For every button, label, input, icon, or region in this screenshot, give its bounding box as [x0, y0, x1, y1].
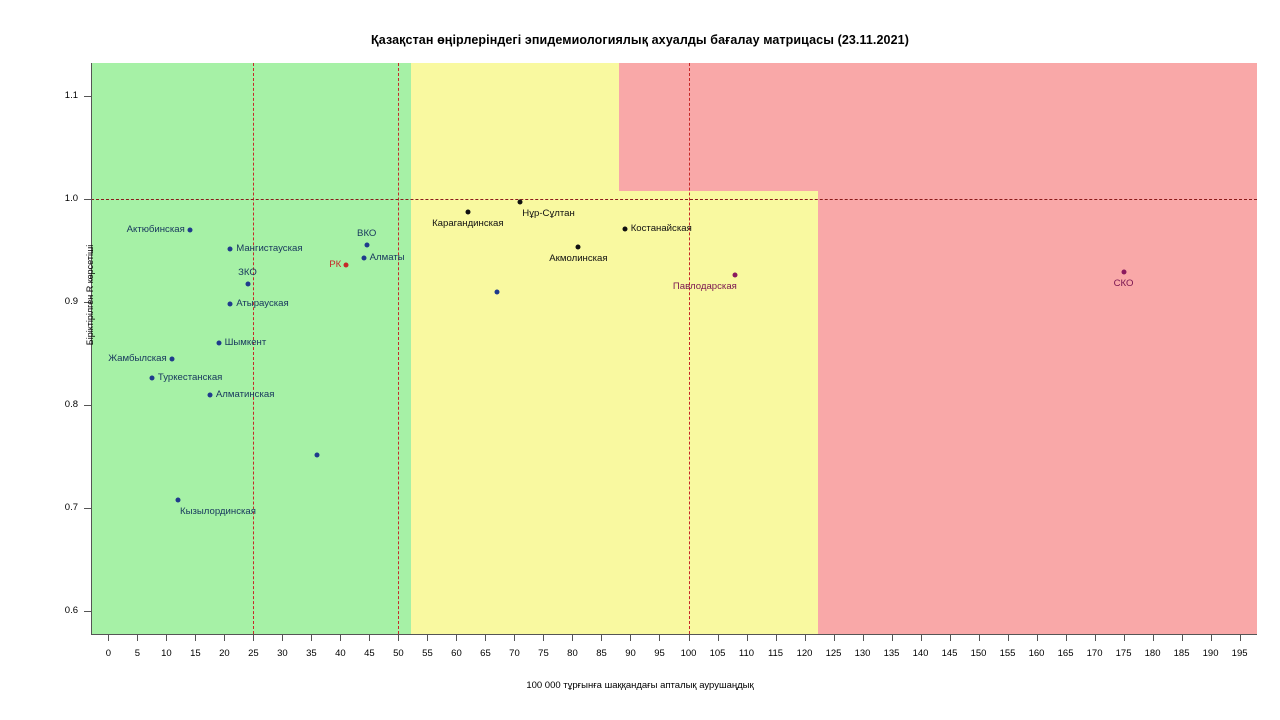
x-tick: [1066, 634, 1067, 641]
x-tick-label: 25: [248, 648, 259, 659]
y-tick: [84, 405, 91, 406]
data-point: [466, 210, 471, 215]
point-label: Атырауская: [236, 298, 289, 310]
data-point: [576, 245, 581, 250]
x-tick: [659, 634, 660, 641]
x-tick: [543, 634, 544, 641]
x-tick-label: 45: [364, 648, 375, 659]
y-tick: [84, 96, 91, 97]
x-tick-label: 130: [854, 648, 871, 659]
x-tick: [601, 634, 602, 641]
y-tick: [84, 508, 91, 509]
x-tick-label: 65: [480, 648, 491, 659]
x-axis-title: 100 000 тұрғынға шаққандағы апталық аурушаңдық: [526, 680, 754, 691]
x-tick: [282, 634, 283, 641]
data-point: [176, 498, 181, 503]
point-label: РК: [329, 259, 342, 270]
x-tick: [776, 634, 777, 641]
x-tick-label: 30: [277, 648, 288, 659]
y-tick: [84, 199, 91, 200]
y-tick-label: 0.8: [64, 399, 78, 411]
x-tick-label: 175: [1115, 648, 1132, 659]
x-tick-label: 35: [306, 648, 317, 659]
zone-yellow-mid: [619, 191, 818, 634]
x-tick-label: 60: [451, 648, 462, 659]
data-point: [216, 341, 221, 346]
threshold-line-x-50: [398, 63, 399, 634]
x-tick: [747, 634, 748, 641]
x-tick-label: 80: [567, 648, 578, 659]
point-label: ЗКО: [238, 266, 257, 278]
x-tick-label: 185: [1173, 648, 1190, 659]
x-tick: [1240, 634, 1241, 641]
data-point: [315, 452, 320, 457]
data-point: [518, 200, 523, 205]
y-axis-line: [91, 63, 92, 634]
x-tick-label: 15: [190, 648, 201, 659]
data-point: [245, 281, 250, 286]
zone-red-top: [619, 63, 1257, 191]
x-tick-label: 100: [680, 648, 697, 659]
x-tick: [718, 634, 719, 641]
x-tick-label: 155: [999, 648, 1016, 659]
x-tick: [485, 634, 486, 641]
plot-area: [91, 63, 1257, 634]
zone-green: [91, 63, 411, 634]
x-tick-label: 40: [335, 648, 346, 659]
x-tick: [340, 634, 341, 641]
x-tick: [427, 634, 428, 641]
x-tick-label: 0: [105, 648, 112, 659]
x-tick-label: 190: [1202, 648, 1219, 659]
point-label: СКО: [1113, 278, 1134, 290]
x-tick-label: 90: [625, 648, 636, 659]
x-tick: [630, 634, 631, 641]
x-tick: [805, 634, 806, 641]
x-tick-label: 160: [1028, 648, 1045, 659]
x-tick: [921, 634, 922, 641]
data-point: [228, 302, 233, 307]
point-label: Костанайская: [630, 222, 692, 234]
data-point: [1121, 270, 1126, 275]
x-tick-label: 85: [596, 648, 607, 659]
y-tick-label: 0.6: [64, 605, 78, 617]
data-point: [187, 227, 192, 232]
data-point: [344, 263, 349, 268]
x-tick: [166, 634, 167, 641]
x-tick: [950, 634, 951, 641]
x-tick-label: 120: [796, 648, 813, 659]
point-label: Алматинская: [215, 388, 275, 400]
data-point: [364, 243, 369, 248]
x-tick: [514, 634, 515, 641]
threshold-line-y-1: [91, 199, 1257, 200]
x-tick: [311, 634, 312, 641]
y-tick: [84, 611, 91, 612]
y-tick-label: 0.9: [64, 296, 78, 308]
point-label: Павлодарская: [672, 281, 737, 293]
x-tick: [1211, 634, 1212, 641]
x-tick: [398, 634, 399, 641]
x-tick-label: 180: [1144, 648, 1161, 659]
x-tick: [572, 634, 573, 641]
x-tick: [195, 634, 196, 641]
y-axis-title: Біріктірілген R көрсетіші: [85, 244, 96, 346]
x-tick: [892, 634, 893, 641]
x-tick: [1124, 634, 1125, 641]
x-tick-label: 5: [134, 648, 141, 659]
x-tick-label: 140: [912, 648, 929, 659]
data-point: [207, 392, 212, 397]
data-point: [361, 255, 366, 260]
x-tick-label: 110: [738, 648, 755, 659]
x-tick-label: 150: [970, 648, 987, 659]
x-tick: [1153, 634, 1154, 641]
x-tick-label: 135: [883, 648, 900, 659]
x-tick: [834, 634, 835, 641]
x-axis-line: [91, 634, 1257, 635]
x-tick: [689, 634, 690, 641]
data-point: [228, 246, 233, 251]
data-point: [149, 376, 154, 381]
point-label: Жамбылская: [108, 352, 167, 364]
x-tick-label: 145: [941, 648, 958, 659]
x-tick: [1182, 634, 1183, 641]
threshold-line-x-25: [253, 63, 254, 634]
x-tick: [108, 634, 109, 641]
x-tick: [456, 634, 457, 641]
y-tick-label: 0.7: [64, 502, 78, 514]
x-tick-label: 70: [509, 648, 520, 659]
point-label: Мангистауская: [236, 242, 303, 254]
x-tick: [1008, 634, 1009, 641]
x-tick-label: 95: [654, 648, 665, 659]
data-point: [732, 273, 737, 278]
x-tick-label: 165: [1057, 648, 1074, 659]
x-tick-label: 170: [1086, 648, 1103, 659]
x-tick-label: 10: [161, 648, 172, 659]
point-label: Туркестанская: [157, 372, 223, 384]
data-point: [495, 289, 500, 294]
x-tick-label: 50: [393, 648, 404, 659]
chart-title: Қазақстан өңірлеріндегі эпидемиологиялық ахуалды бағалау матрицасы (23.11.2021): [371, 33, 909, 47]
x-tick: [863, 634, 864, 641]
x-tick-label: 125: [825, 648, 842, 659]
x-tick-label: 75: [538, 648, 549, 659]
point-label: Шымкент: [224, 337, 267, 349]
point-label: ВКО: [357, 228, 377, 240]
threshold-line-x-100: [689, 63, 690, 634]
x-tick: [137, 634, 138, 641]
point-label: Нұр-Сұлтан: [522, 208, 575, 220]
x-tick: [979, 634, 980, 641]
data-point: [622, 226, 627, 231]
x-tick: [1037, 634, 1038, 641]
y-tick-label: 1.0: [64, 193, 78, 205]
x-tick-label: 55: [422, 648, 433, 659]
point-label: Карагандинская: [432, 218, 504, 230]
data-point: [170, 356, 175, 361]
x-tick: [369, 634, 370, 641]
zone-yellow-left: [411, 63, 619, 634]
x-tick-label: 20: [219, 648, 230, 659]
x-tick: [253, 634, 254, 641]
x-tick-label: 115: [767, 648, 784, 659]
point-label: Актюбинская: [126, 223, 185, 235]
point-label: Алматы: [369, 251, 405, 263]
y-tick-label: 1.1: [64, 89, 78, 101]
zone-red-right: [818, 191, 1257, 634]
point-label: Кызылординская: [180, 506, 256, 517]
x-tick-label: 105: [709, 648, 726, 659]
x-tick: [224, 634, 225, 641]
x-tick: [1095, 634, 1096, 641]
point-label: Акмолинская: [549, 253, 608, 265]
x-tick-label: 195: [1231, 648, 1248, 659]
